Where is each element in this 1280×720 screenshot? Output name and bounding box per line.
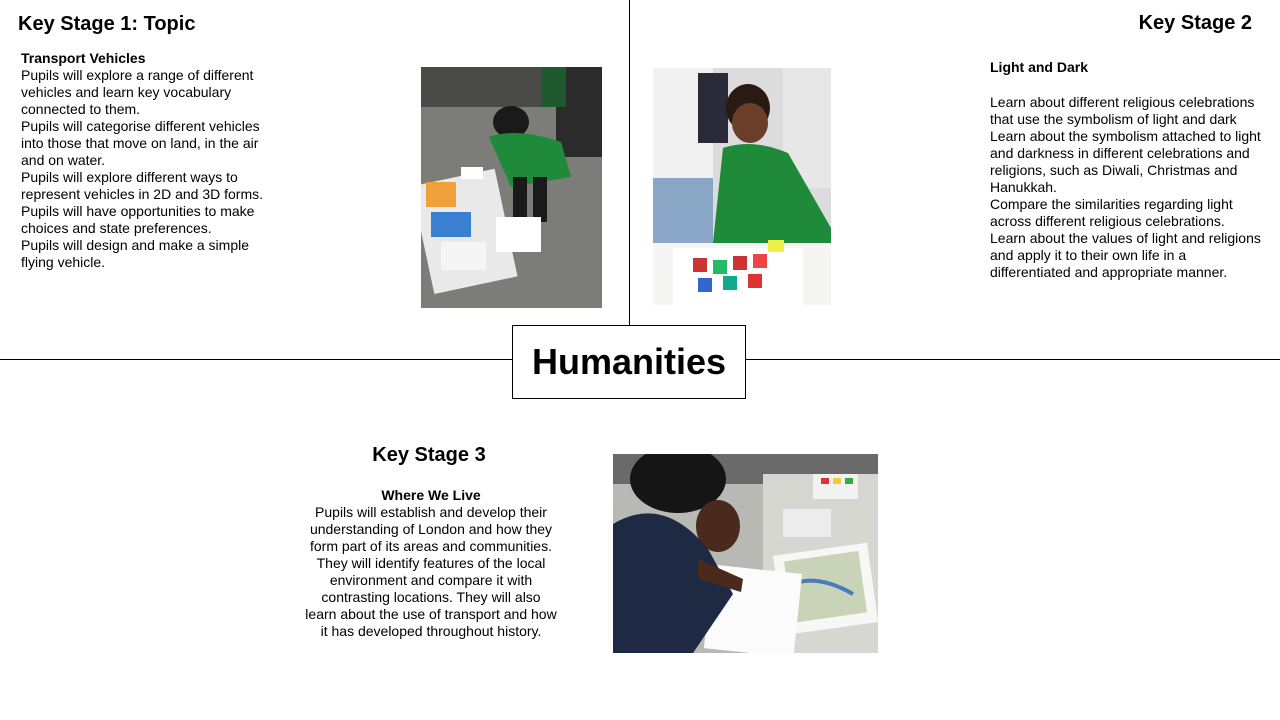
- ks1-photo-pupil-sorting-vehicles: [421, 67, 602, 308]
- ks3-heading: Key Stage 3: [372, 444, 486, 466]
- ks1-subtitle: Transport Vehicles: [21, 50, 146, 66]
- ks2-paragraph: Learn about different religious celebrations that use the symbolism of light and dark: [990, 94, 1255, 127]
- ks1-paragraph: Pupils will have opportunities to make choices and state preferences.: [21, 203, 255, 236]
- horizontal-divider-left: [0, 359, 513, 360]
- ks2-text-block: [990, 59, 1270, 281]
- ks1-heading: Key Stage 1: Topic: [18, 13, 196, 35]
- ks2-paragraph: Learn about the values of light and religions and apply it to their own life in a differentiated and appropriate manner.: [990, 230, 1261, 280]
- horizontal-divider-right: [746, 359, 1280, 360]
- ks3-paragraph: Pupils will establish and develop their understanding of London and how they form part of its areas and communities. They will identify features of the local environment and compare it with contrasting locations. They will also learn about the use of transport and how it has developed throughout history.: [305, 504, 557, 639]
- center-title: Humanities: [531, 341, 727, 382]
- ks3-text-block: [305, 487, 557, 640]
- ks3-photo-pupil-studying-map: [613, 454, 878, 653]
- ks1-text-block: [21, 50, 271, 271]
- ks1-paragraph: Pupils will categorise different vehicles into those that move on land, in the air and on water.: [21, 118, 260, 168]
- center-title-box: [512, 325, 746, 399]
- ks1-paragraph: Pupils will explore a range of different vehicles and learn key vocabulary connected to them.: [21, 67, 254, 117]
- ks1-paragraph: Pupils will explore different ways to represent vehicles in 2D and 3D forms.: [21, 169, 263, 202]
- vertical-divider: [629, 0, 630, 325]
- ks2-heading: Key Stage 2: [1138, 12, 1252, 34]
- ks2-paragraph: Learn about the symbolism attached to light and darkness in different celebrations and religions, such as Diwali, Christmas and Hanukkah.: [990, 128, 1261, 195]
- ks3-subtitle: Where We Live: [381, 487, 481, 503]
- ks1-paragraph: Pupils will design and make a simple flying vehicle.: [21, 237, 249, 270]
- ks2-paragraph: Compare the similarities regarding light across different religious celebrations.: [990, 196, 1233, 229]
- ks2-subtitle: Light and Dark: [990, 59, 1089, 75]
- ks2-photo-pupil-matching-cards: [653, 68, 831, 305]
